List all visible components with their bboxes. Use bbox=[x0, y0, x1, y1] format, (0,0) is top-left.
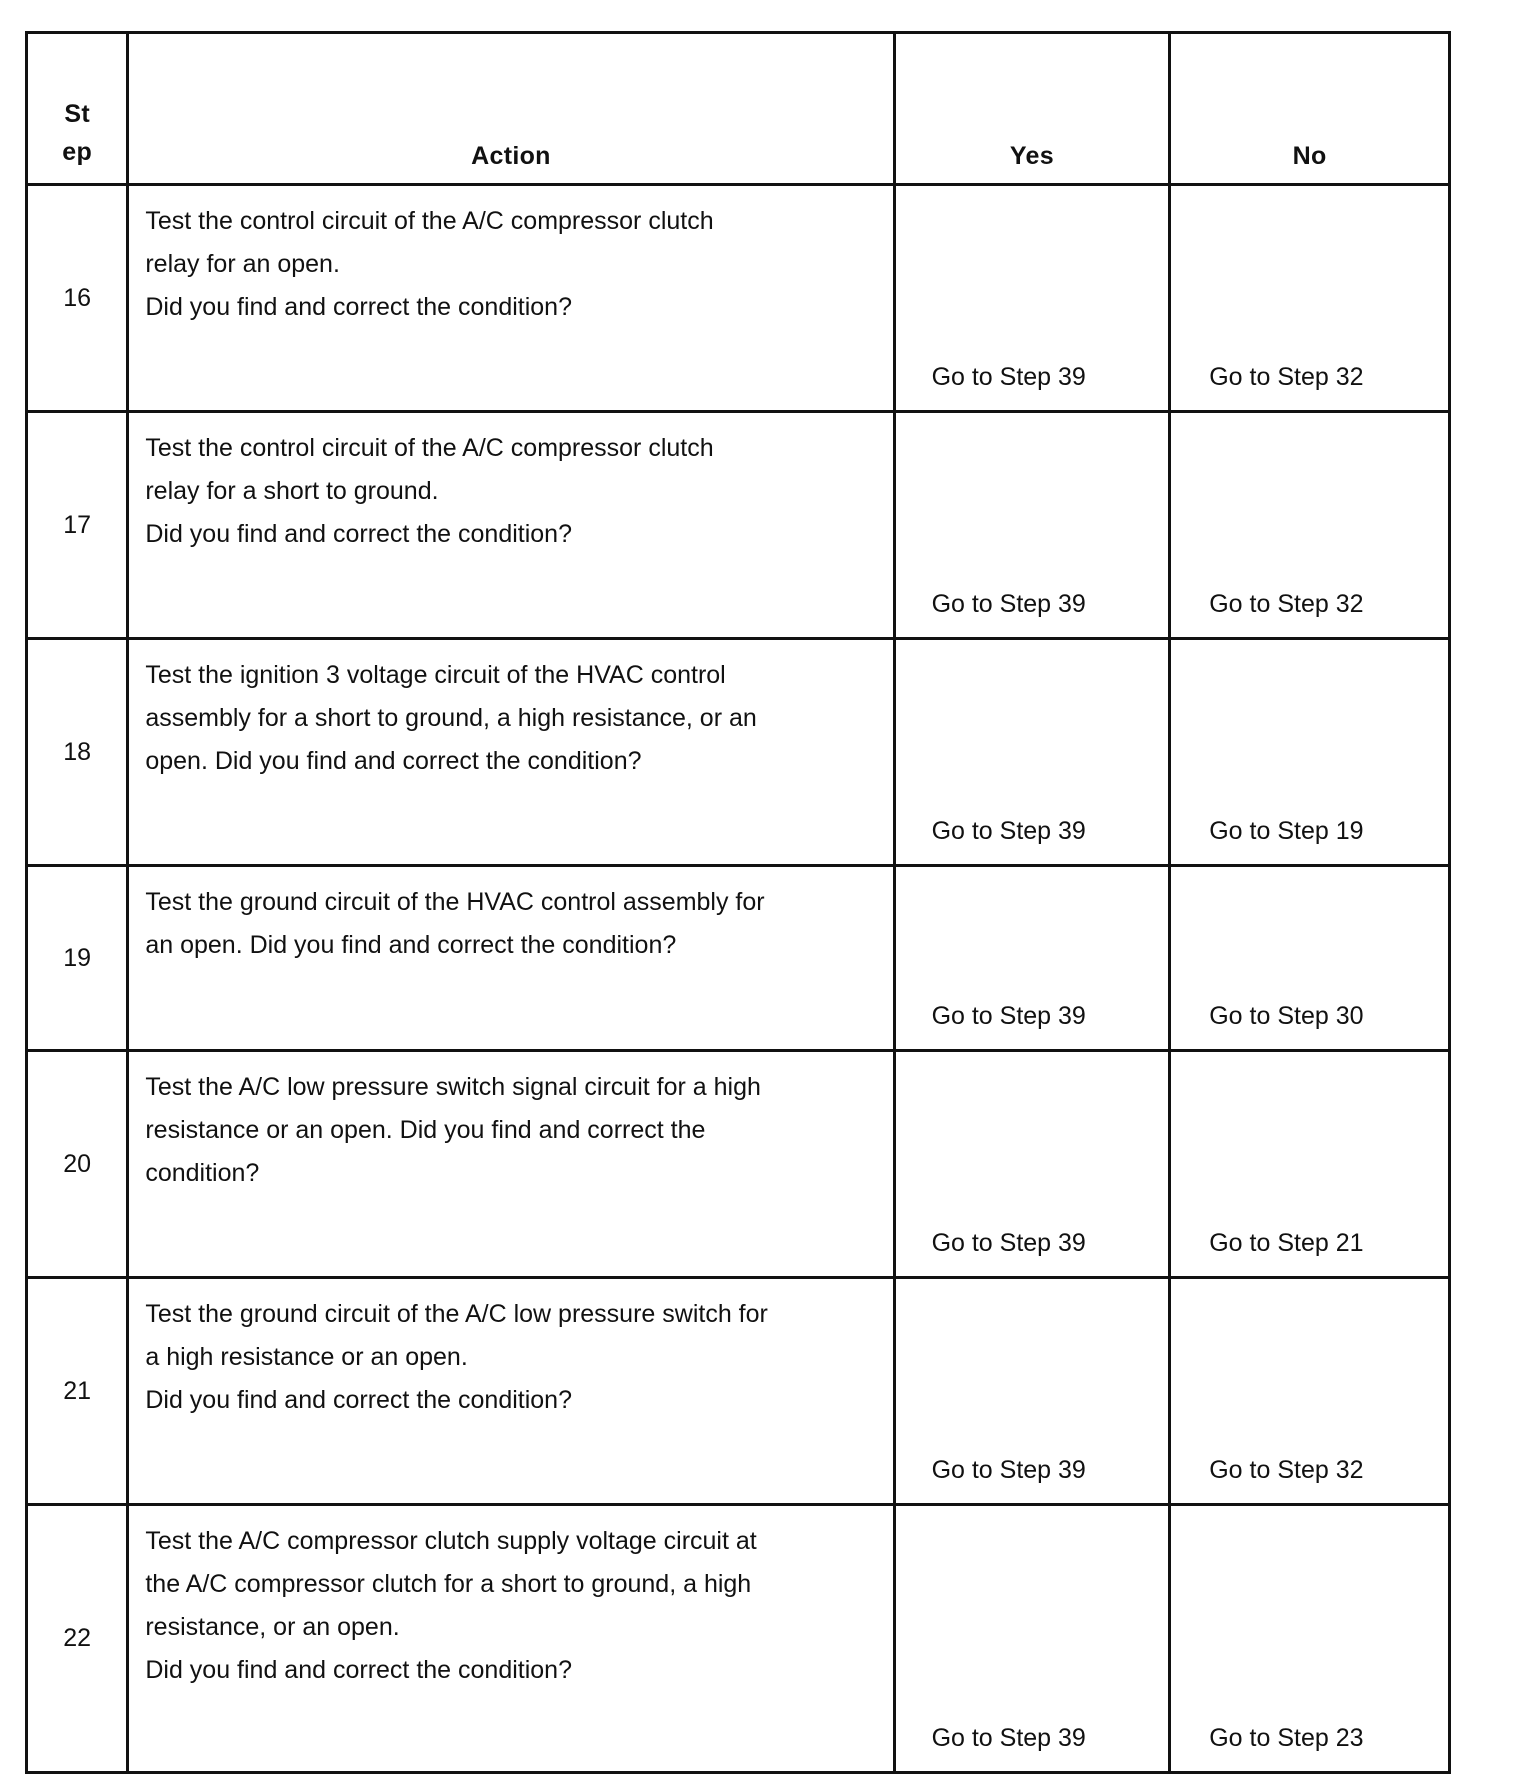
action-text bbox=[128, 185, 894, 412]
step-number: 20 bbox=[27, 1051, 128, 1278]
table-row bbox=[27, 1278, 1450, 1505]
table-row bbox=[27, 412, 1450, 639]
action-line: resistance, or an open. bbox=[145, 1613, 400, 1641]
action-line: assembly for a short to ground, a high resistance, or an bbox=[145, 704, 757, 732]
action-text bbox=[128, 1505, 894, 1773]
step-number: 16 bbox=[27, 185, 128, 412]
no-result: Go to Step 32 bbox=[1170, 1278, 1450, 1505]
header-action: Action bbox=[128, 33, 894, 185]
no-result: Go to Step 32 bbox=[1170, 412, 1450, 639]
action-text bbox=[128, 639, 894, 866]
yes-result: Go to Step 39 bbox=[894, 1278, 1170, 1505]
step-number: 19 bbox=[27, 866, 128, 1051]
action-line: an open. Did you find and correct the condition? bbox=[145, 931, 677, 959]
action-line: Did you find and correct the condition? bbox=[145, 293, 572, 321]
yes-result: Go to Step 39 bbox=[894, 1505, 1170, 1773]
step-number: 22 bbox=[27, 1505, 128, 1773]
action-line: Test the ground circuit of the HVAC control assembly for bbox=[145, 888, 765, 916]
no-result: Go to Step 30 bbox=[1170, 866, 1450, 1051]
action-line: relay for an open. bbox=[145, 250, 340, 278]
table-row bbox=[27, 1505, 1450, 1773]
action-line: Test the ignition 3 voltage circuit of the HVAC control bbox=[145, 661, 726, 689]
no-result: Go to Step 21 bbox=[1170, 1051, 1450, 1278]
action-line: Test the control circuit of the A/C compressor clutch bbox=[145, 207, 714, 235]
no-result: Go to Step 23 bbox=[1170, 1505, 1450, 1773]
action-line: Did you find and correct the condition? bbox=[145, 1656, 572, 1684]
action-line: Test the A/C low pressure switch signal circuit for a high bbox=[145, 1073, 761, 1101]
action-line: Test the A/C compressor clutch supply voltage circuit at bbox=[145, 1527, 757, 1555]
no-result: Go to Step 32 bbox=[1170, 185, 1450, 412]
action-line: Test the control circuit of the A/C compressor clutch bbox=[145, 434, 714, 462]
step-number: 18 bbox=[27, 639, 128, 866]
header-step-line2: ep bbox=[62, 138, 93, 166]
action-text bbox=[128, 1278, 894, 1505]
action-text bbox=[128, 412, 894, 639]
table-row bbox=[27, 639, 1450, 866]
diagnostic-step-table bbox=[25, 31, 1451, 1774]
yes-result: Go to Step 39 bbox=[894, 412, 1170, 639]
yes-result: Go to Step 39 bbox=[894, 1051, 1170, 1278]
yes-result: Go to Step 39 bbox=[894, 866, 1170, 1051]
action-line: condition? bbox=[145, 1159, 260, 1187]
table-header-row bbox=[27, 33, 1450, 185]
action-line: the A/C compressor clutch for a short to ground, a high bbox=[145, 1570, 752, 1598]
action-text bbox=[128, 1051, 894, 1278]
header-step bbox=[27, 33, 128, 185]
action-line: Did you find and correct the condition? bbox=[145, 520, 572, 548]
no-result: Go to Step 19 bbox=[1170, 639, 1450, 866]
header-step-line1: St bbox=[64, 100, 90, 128]
yes-result: Go to Step 39 bbox=[894, 185, 1170, 412]
yes-result: Go to Step 39 bbox=[894, 639, 1170, 866]
action-line: relay for a short to ground. bbox=[145, 477, 439, 505]
step-number: 17 bbox=[27, 412, 128, 639]
header-no: No bbox=[1170, 33, 1450, 185]
table-row bbox=[27, 185, 1450, 412]
table-row bbox=[27, 1051, 1450, 1278]
action-line: a high resistance or an open. bbox=[145, 1343, 468, 1371]
action-line: Test the ground circuit of the A/C low pressure switch for bbox=[145, 1300, 768, 1328]
action-line: Did you find and correct the condition? bbox=[145, 1386, 572, 1414]
action-line: resistance or an open. Did you find and correct the bbox=[145, 1116, 706, 1144]
step-number: 21 bbox=[27, 1278, 128, 1505]
action-line: open. Did you find and correct the condition? bbox=[145, 747, 642, 775]
header-yes: Yes bbox=[894, 33, 1170, 185]
table-row bbox=[27, 866, 1450, 1051]
action-text bbox=[128, 866, 894, 1051]
